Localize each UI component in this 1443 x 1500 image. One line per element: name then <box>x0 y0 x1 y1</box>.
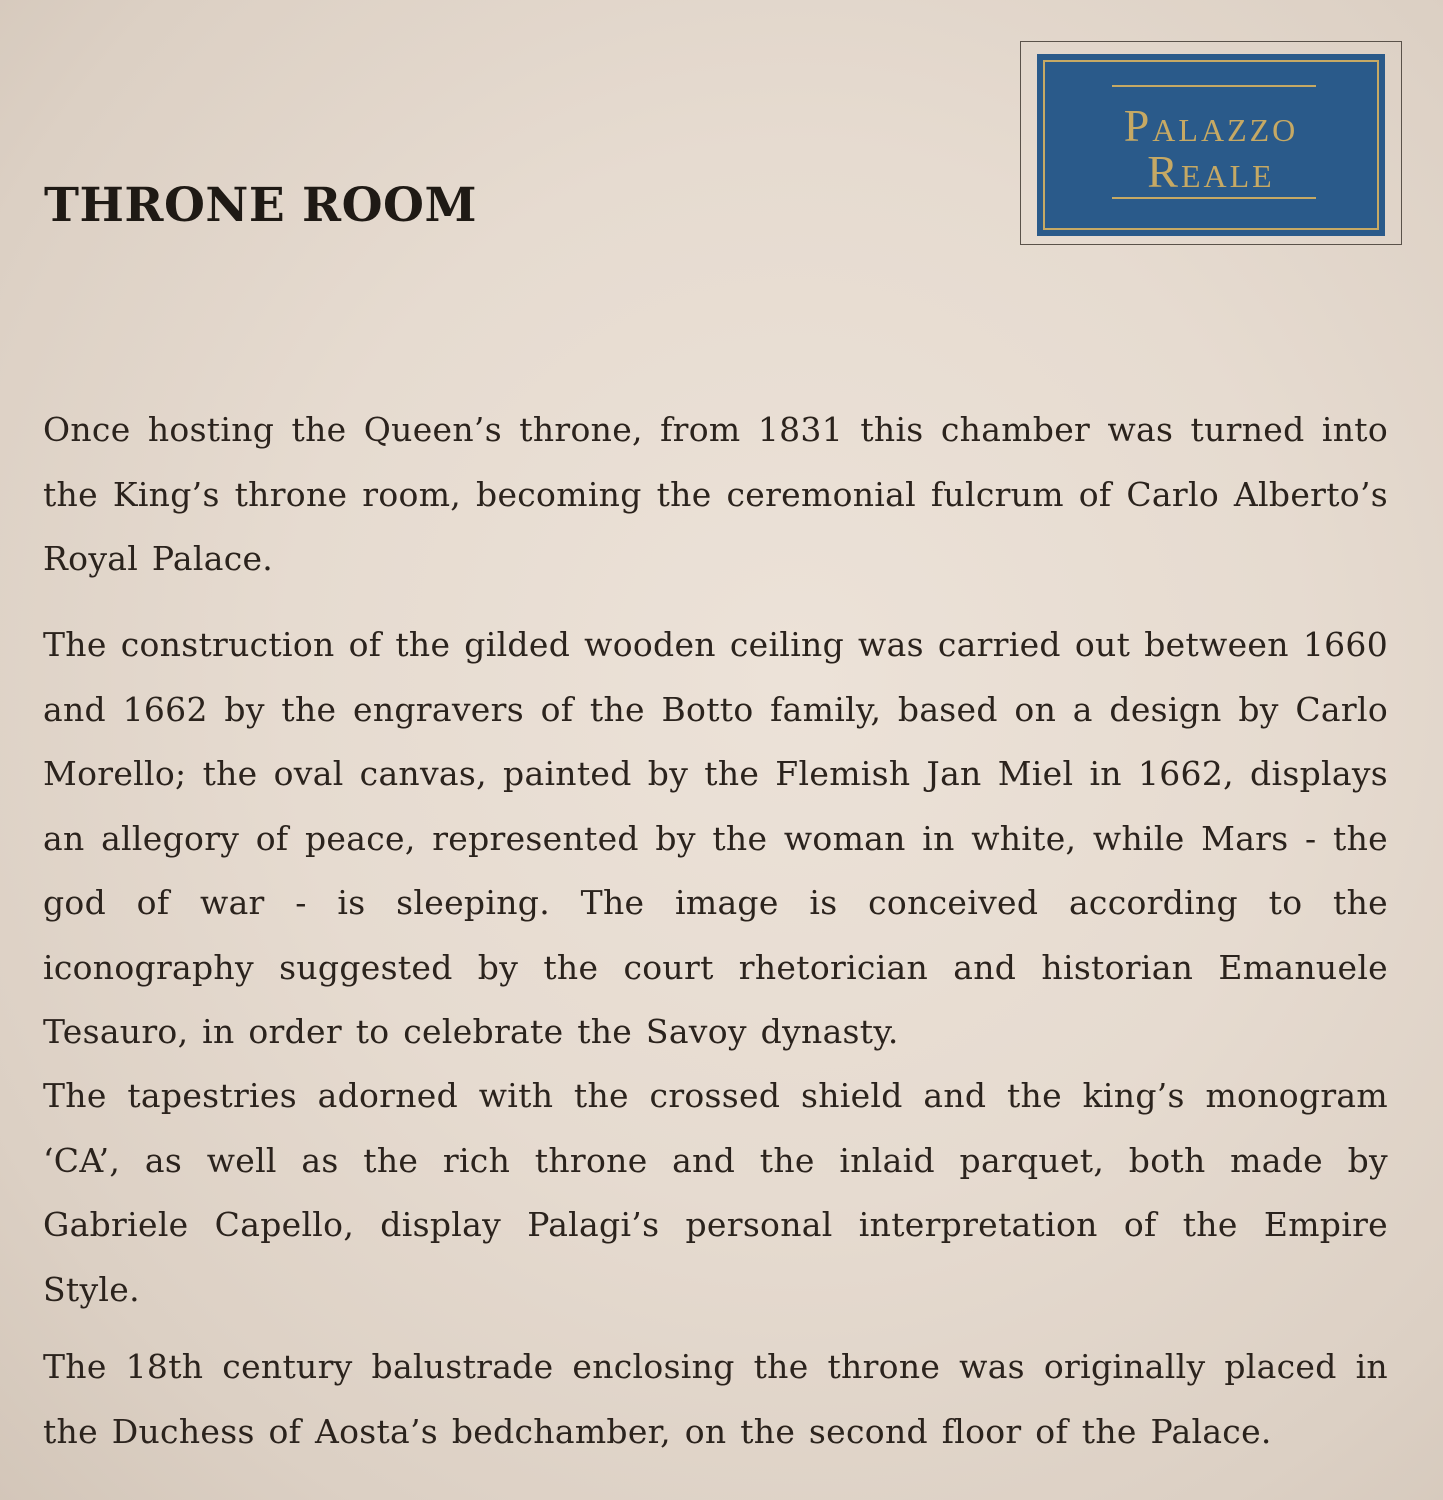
logo-rule-bottom <box>1112 197 1316 199</box>
logo-rule-top <box>1112 85 1316 87</box>
paragraph-history: Once hosting the Queen’s throne, from 1831 this chamber was turned into the King’s throne room, becoming the ceremonial fulcrum of Carlo Alberto’s Royal Palace. <box>43 410 1388 578</box>
paragraph-tapestries: The tapestries adorned with the crossed shield and the king’s monogram ‘CA’, as well as the rich throne and the inlaid parquet, both made by Gabriele Capello, display Palagi’s personal interpretation of the Empire Style. <box>43 1076 1388 1309</box>
paragraph-ceiling: The construction of the gilded wooden ceiling was carried out between 1660 and 1662 by the engravers of the Botto family, based on a design by Carlo Morello; the oval canvas, painted by the Flemish Jan Miel in 1662, displays an allegory of peace, represented by the woman in white, while Mars - the god of war - is sleeping. The image is conceived according to the iconography suggested by the court rhetorician and historian Emanuele Tesauro, in order to celebrate the Savoy dynasty. <box>43 625 1388 1051</box>
palazzo-reale-logo <box>1020 41 1402 245</box>
logo-text-line-2: Reale <box>1147 146 1275 197</box>
logo-text-line-1: Palazzo <box>1123 100 1299 151</box>
logo-plate <box>1037 54 1385 236</box>
page-title: THRONE ROOM <box>44 178 477 233</box>
paragraph-balustrade: The 18th century balustrade enclosing the throne was originally placed in the Duchess of Aosta’s bedchamber, on the second floor of the Palace. <box>43 1347 1388 1451</box>
